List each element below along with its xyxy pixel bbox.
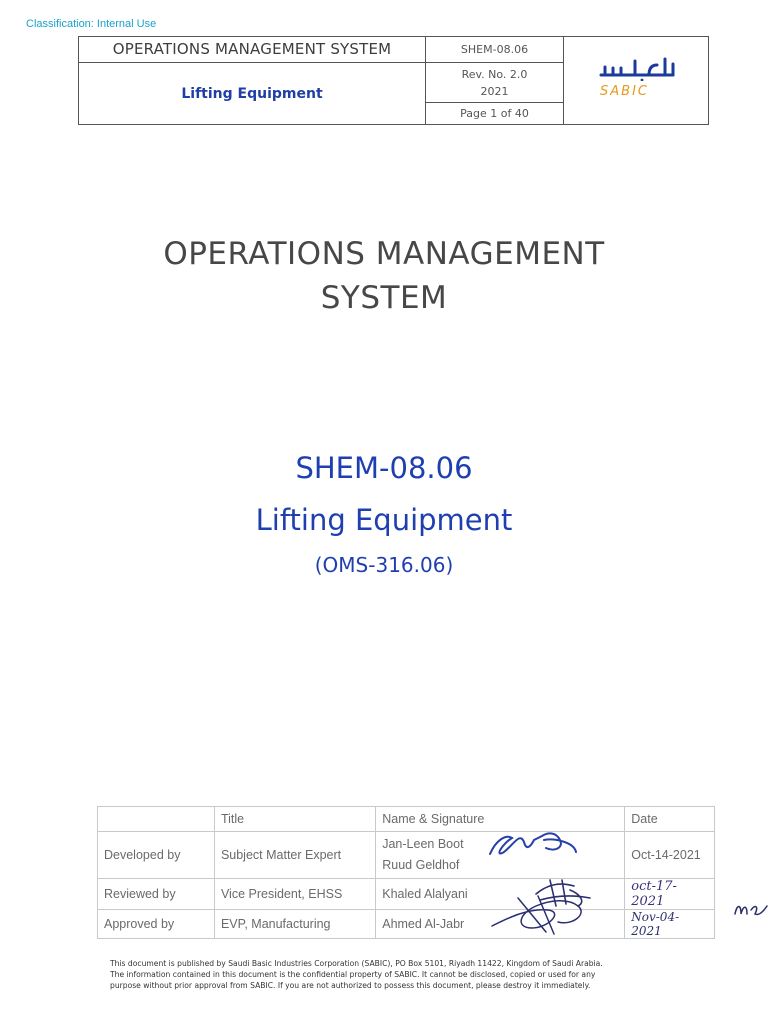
approval-row-developed (98, 832, 715, 879)
approval-row-reviewed (98, 879, 715, 910)
approval-row-approved (98, 910, 715, 939)
approval-title: Subject Matter Expert (214, 832, 375, 879)
sabic-arabic-wordmark-icon (597, 55, 679, 81)
cover-document-name: Lifting Equipment (255, 503, 513, 537)
footer-line: purpose without prior approval from SABIC. If you are not authorized to possess this document, please destroy it immediately. (110, 981, 591, 990)
header-revision-number: Rev. No. 2.0 (461, 68, 528, 81)
approval-title: Vice President, EHSS (214, 879, 375, 910)
header-revision (426, 63, 564, 103)
approval-header-name-signature: Name & Signature (376, 807, 625, 832)
cover-main-title (0, 232, 768, 320)
approval-header-role (98, 807, 215, 832)
approval-role: Reviewed by (98, 879, 215, 910)
approval-role: Developed by (98, 832, 215, 879)
approval-names (376, 879, 625, 910)
cover-main-title-line2: SYSTEM (320, 280, 448, 316)
cover-main-title-line1: OPERATIONS MANAGEMENT (163, 236, 605, 272)
approval-date-handwritten: oct-17-2021 (625, 879, 715, 910)
approval-table-header-row (98, 807, 715, 832)
approval-name: Jan-Leen Boot (382, 837, 464, 851)
cover-oms-code: (OMS-316.06) (314, 553, 454, 577)
footer-line: This document is published by Saudi Basic Industries Corporation (SABIC), PO Box 5101, Riyadh 11422, Kingdom of Saudi Arabia. (110, 959, 603, 968)
header-document-title: Lifting Equipment (79, 63, 426, 125)
initials-handwritten-icon (733, 896, 768, 918)
header-revision-year: 2021 (480, 85, 509, 98)
sabic-logo (564, 37, 709, 125)
approval-table (97, 806, 715, 939)
footer-line: The information contained in this document is the confidential property of SABIC. It cannot be disclosed, copied or used for any (110, 970, 596, 979)
approval-date-handwritten: Nov-04-2021 (625, 910, 715, 939)
approval-name: Ahmed Al-Jabr (382, 916, 465, 931)
approval-role: Approved by (98, 910, 215, 939)
header-document-code: SHEM-08.06 (426, 37, 564, 63)
classification-label: Classification: Internal Use (26, 18, 157, 30)
approval-header-title: Title (214, 807, 375, 832)
approval-header-date: Date (625, 807, 715, 832)
cover-document-code: SHEM-08.06 (295, 451, 473, 485)
approval-names (376, 832, 625, 879)
approval-names (376, 910, 625, 939)
header-system-name: OPERATIONS MANAGEMENT SYSTEM (79, 37, 426, 63)
approval-date: Oct-14-2021 (625, 832, 715, 879)
document-header-table (78, 36, 709, 125)
approval-title: EVP, Manufacturing (214, 910, 375, 939)
sabic-latin-wordmark: SABIC (600, 84, 649, 99)
header-page-number: Page 1 of 40 (426, 103, 564, 125)
approval-name: Ruud Geldhof (382, 858, 460, 872)
footer-disclaimer (110, 958, 670, 991)
approval-name: Khaled Alalyani (382, 886, 468, 901)
